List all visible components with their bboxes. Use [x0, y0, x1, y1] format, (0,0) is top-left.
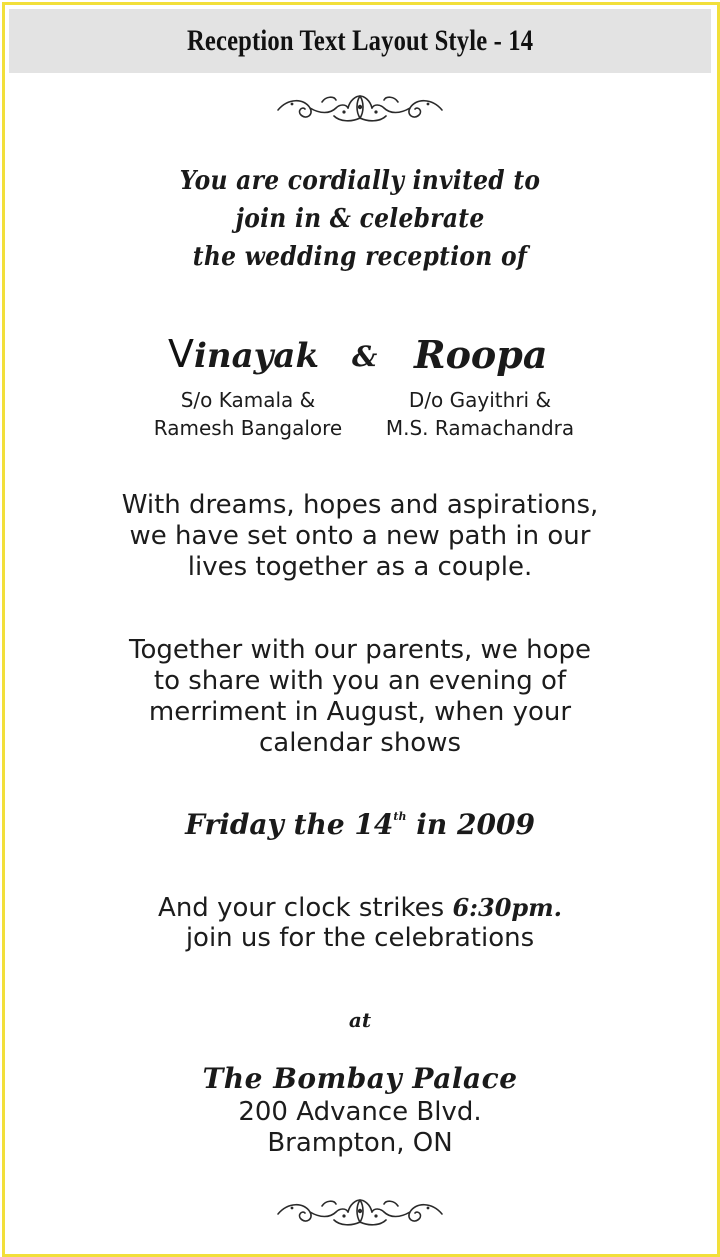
- bride-parents-line-1: D/o Gayithri &: [408, 388, 552, 412]
- date-rest: in 2009: [406, 808, 535, 841]
- floral-scroll-ornament-icon: [274, 1192, 446, 1232]
- invitation-line-3: the wedding reception of: [192, 242, 528, 272]
- groom-parents-line-2: Ramesh Bangalore: [153, 416, 343, 440]
- top-ornament: [0, 88, 720, 128]
- time-line-2: join us for the celebrations: [185, 923, 535, 953]
- venue-at: at: [348, 1008, 372, 1032]
- message-1-line-3: lives together as a couple.: [187, 552, 533, 582]
- header-bar: [9, 9, 711, 73]
- groom-parents-line-1: S/o Kamala &: [180, 388, 316, 412]
- groom-name: [168, 332, 319, 376]
- time-line-1: [0, 892, 720, 924]
- bottom-ornament: [0, 1192, 720, 1232]
- bride-name: Roopa: [414, 332, 548, 377]
- message-2-line-3: merriment in August, when your: [148, 697, 572, 727]
- message-2-line-4: calendar shows: [258, 728, 462, 758]
- date-suffix: th: [393, 810, 407, 823]
- groom-name-rest: inayak: [194, 336, 320, 376]
- couple-names: [0, 332, 720, 384]
- message-1-line-2: we have set onto a new path in our: [129, 521, 591, 551]
- groom-initial: V: [168, 332, 194, 376]
- venue-address-2: Brampton, ON: [267, 1128, 453, 1158]
- floral-scroll-ornament-icon: [274, 88, 446, 128]
- bride-parents-line-2: M.S. Ramachandra: [385, 416, 575, 440]
- page-title: Reception Text Layout Style - 14: [186, 24, 534, 57]
- message-2-line-2: to share with you an evening of: [153, 666, 567, 696]
- venue-address-1: 200 Advance Blvd.: [238, 1097, 482, 1127]
- time-text: And your clock strikes: [158, 893, 453, 923]
- ampersand: &: [352, 340, 378, 373]
- invitation-line-2: join in & celebrate: [235, 204, 485, 234]
- date-prefix: Friday the 14: [185, 808, 394, 841]
- time-value: 6:30pm.: [452, 893, 562, 922]
- reception-date: [0, 808, 720, 841]
- invitation-line-1: You are cordially invited to: [179, 166, 541, 196]
- venue-name: The Bombay Palace: [202, 1062, 518, 1095]
- message-2-line-1: Together with our parents, we hope: [129, 635, 591, 665]
- message-1-line-1: With dreams, hopes and aspirations,: [121, 490, 599, 520]
